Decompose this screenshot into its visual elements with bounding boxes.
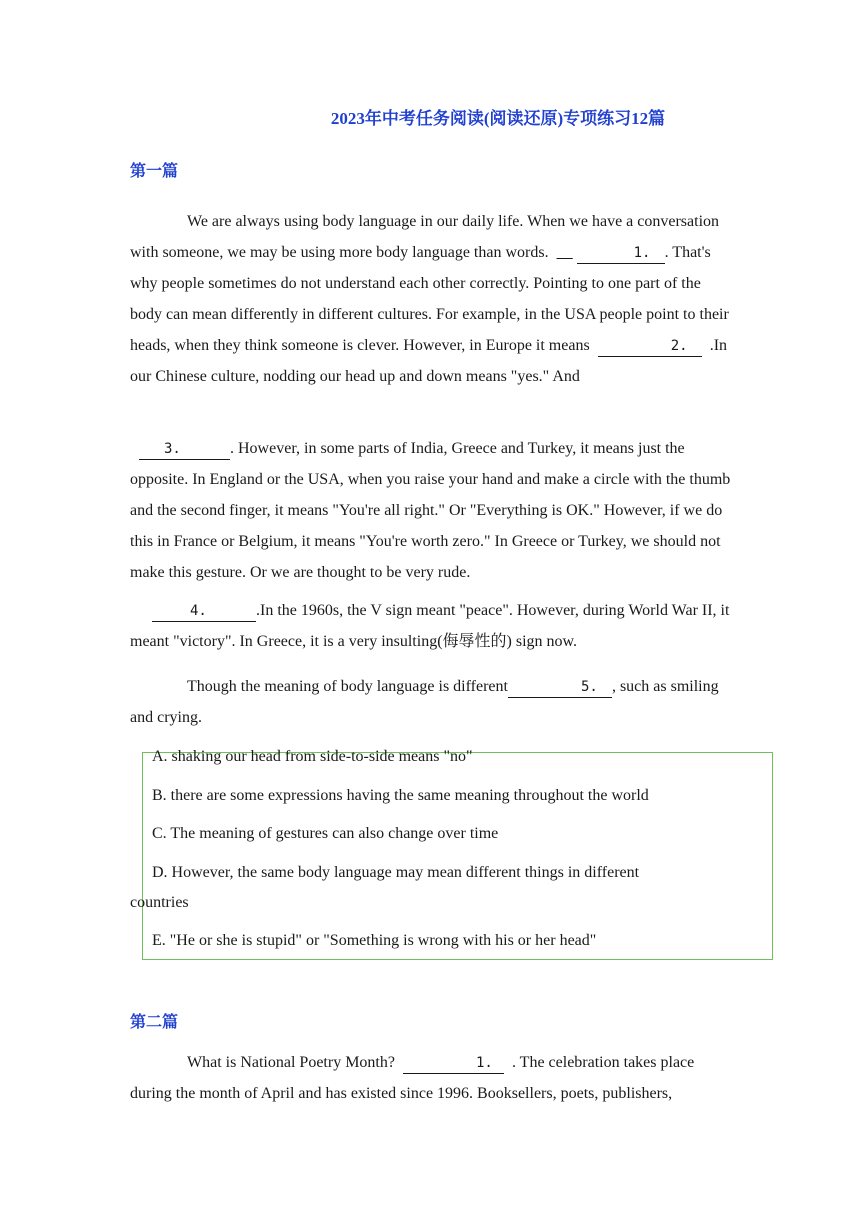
option-b[interactable]: B. there are some expressions having the same meaning throughout the world: [152, 787, 649, 804]
option-a[interactable]: A. shaking our head from side-to-side means "no": [152, 748, 473, 765]
blank-5[interactable]: 5.: [508, 677, 612, 698]
paragraph-text: . The celebration takes place during the month of April and has existed since 1996. Booksellers, poets, publishers,: [130, 1054, 695, 1102]
document-title: 2023年中考任务阅读(阅读还原)专项练习12篇: [330, 109, 666, 128]
passage-2-paragraph-1: [130, 1047, 736, 1109]
blank-2[interactable]: 2.: [598, 336, 702, 357]
passage-1-paragraph-2: [130, 433, 736, 588]
passage-1-paragraph-3: [130, 595, 736, 657]
blank-1[interactable]: 1.: [403, 1053, 504, 1074]
option-c[interactable]: C. The meaning of gestures can also change over time: [152, 825, 499, 842]
paragraph-text: Though the meaning of body language is different: [187, 678, 508, 695]
paragraph-text: . That's why people sometimes do not understand each other correctly. Pointing to one part of the body can mean differently in different cultures. For example, in the USA people point to their heads, when they think someone is clever. However, in Europe it means: [130, 244, 729, 354]
passage-1-paragraph-1: [130, 206, 736, 392]
paragraph-text: . However, in some parts of India, Greece and Turkey, it means just the opposite. In England or the USA, when you raise your hand and make a circle with the thumb and the second finger, it means "You're all right." Or "Everything is OK." However, if we do this in France or Belgium, it means "You're worth zero." In Greece or Turkey, we should not make this gesture. Or we are thought to be very rude.: [130, 440, 731, 581]
paragraph-text: , such as smiling and crying.: [130, 678, 719, 726]
blank-1[interactable]: 1.: [577, 243, 665, 264]
passage-1-heading: 第一篇: [130, 163, 179, 180]
paragraph-text: We are always using body language in our daily life. When we have a conversation with someone, we may be using more body language than words.: [130, 213, 720, 261]
blank-3[interactable]: 3.: [139, 439, 230, 460]
blank-4[interactable]: 4.: [152, 601, 256, 622]
option-e[interactable]: E. "He or she is stupid" or "Something is wrong with his or her head": [152, 932, 597, 949]
passage-1-paragraph-4: [130, 671, 736, 733]
paragraph-text: What is National Poetry Month?: [187, 1054, 395, 1071]
paragraph-text: .In the 1960s, the V sign meant "peace". However, during World War II, it meant "victory". In Greece, it is a very insulting(侮辱性的) sign now.: [130, 602, 730, 650]
passage-2-heading: 第二篇: [130, 1014, 179, 1031]
option-d[interactable]: D. However, the same body language may mean different things in different countries: [130, 864, 640, 911]
blank-prefix: __: [556, 244, 573, 261]
paragraph-text: .In our Chinese culture, nodding our head up and down means "yes." And: [130, 337, 728, 385]
